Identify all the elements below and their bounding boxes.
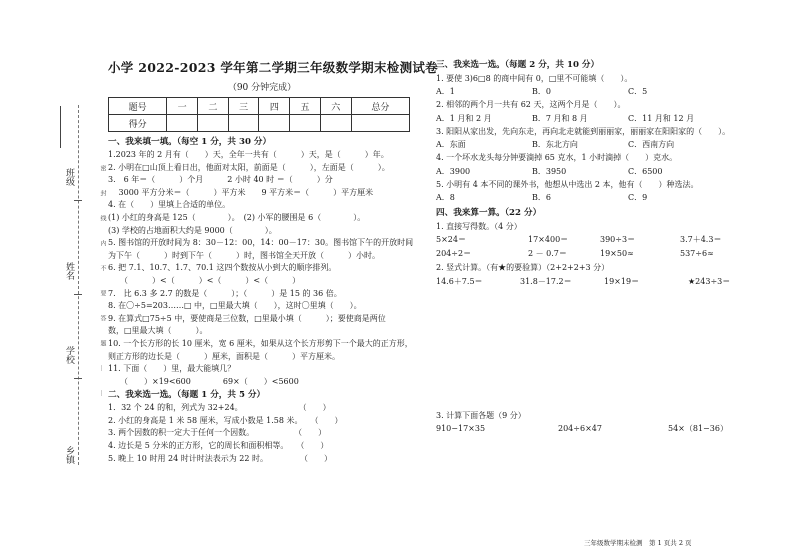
option-a: A．3900 [436, 166, 471, 176]
seal-char: 线 [99, 215, 106, 221]
question-line: 5. 图书馆的开放时间为 8：30－12：00，14：00－17：30。图书馆下午的开放时间 [108, 238, 414, 248]
working-space[interactable] [436, 289, 756, 409]
choice-options [436, 191, 756, 204]
score-input-cell[interactable] [320, 115, 351, 132]
seal-char: 封 [99, 190, 106, 196]
mixed-item: 204÷6×47 [558, 424, 602, 434]
seal-char: … [99, 365, 106, 371]
option-a: A．东面 [436, 140, 466, 150]
side-rule [60, 106, 61, 148]
exam-subtitle: （90 分钟完成） [227, 83, 297, 93]
left-column [108, 58, 438, 465]
direct-item: 204÷2＝ [436, 249, 472, 259]
option-c: C．9 [628, 193, 648, 203]
option-b: B．6 [532, 193, 551, 203]
score-cell: 二 [198, 98, 229, 115]
seal-char: 要 [99, 290, 106, 296]
question-line: 9. 在算式□75÷5 中，要使商是三位数，□里最小填（ ）；要使商是两位 [108, 313, 386, 323]
mixed-item: 54×（81−36） [668, 424, 728, 434]
seal-char: 不 [99, 265, 106, 271]
seal-char: 题 [99, 340, 106, 346]
binding-line [78, 105, 79, 465]
side-label-school: 学校 [64, 346, 74, 364]
option-b: B．3950 [532, 166, 567, 176]
direct-item: 19×50≈ [600, 249, 634, 259]
choice-question: 5. 小明有 4 本不同的课外书，他想从中选出 2 本，他有（ ）种选法。 [436, 179, 699, 189]
true-false-item: 1．32 个 24 的和，列式为 32+24。 （ ） [108, 403, 331, 413]
question-line: 3. 6 年＝（ ）个月 2 小时 40 时 ＝（ ）分 [108, 175, 333, 185]
score-cell: 总分 [351, 98, 409, 115]
score-input-cell[interactable] [228, 115, 259, 132]
option-b: B．东北方向 [532, 140, 578, 150]
question-line: 为下午（ ）时到下午（ ）时，图书馆全天开放（ ）小时。 [108, 250, 380, 260]
option-a: A．1 月和 2 月 [436, 113, 492, 123]
section-1-heading: 一、我来填一填。（每空 1 分，共 30 分） [108, 137, 272, 147]
side-label-town: 乡镇 [64, 446, 74, 464]
choice-question: 2. 相邻的两个月一共有 62 天，这两个月是（ ）。 [436, 100, 626, 110]
question-line: 8. 在〇÷5=203……□ 中，□里最大填（ ），这时〇里填（ ）。 [108, 301, 362, 311]
score-input-cell[interactable] [290, 115, 321, 132]
score-input-cell[interactable] [167, 115, 198, 132]
section-3-heading: 三、我来选一选。（每题 2 分，共 10 分） [436, 60, 600, 70]
score-cell: 四 [259, 98, 290, 115]
score-table [108, 97, 410, 132]
direct-item: 537÷6≈ [680, 249, 714, 259]
side-tick [74, 200, 82, 201]
vertical-item: 31.8－17.2＝ [520, 276, 572, 286]
direct-calc-grid [436, 233, 756, 261]
vertical-item: 14.6＋7.5＝ [436, 276, 483, 286]
section-4-heading: 四、我来算一算。（22 分） [436, 208, 542, 219]
question-line: 4. 在（ ）里填上合适的单位。 [108, 200, 231, 210]
seal-char: 内 [99, 240, 106, 246]
choice-question: 1. 要使 3)6□8 的商中间有 0，□里不可能填（ ）。 [436, 74, 633, 83]
score-cell: 五 [290, 98, 321, 115]
direct-item: 17×400＝ [528, 235, 569, 245]
vertical-item: ★243÷3＝ [688, 276, 731, 286]
direct-item: 2 － 0.7＝ [528, 249, 567, 259]
subsection-vertical: 2. 竖式计算。（有★的要验算）（2+2+2+3 分） [436, 263, 610, 273]
exam-title: 小学 2022-2023 学年第二学期三年级数学期末检测试卷 [108, 60, 438, 75]
option-a: A．1 [436, 87, 455, 97]
true-false-item: 2. 小红的身高是 1 米 58 厘米，写成小数是 1.58 米。 （ ） [108, 415, 343, 425]
question-line: （ ）×19<600 69×（ ）<5600 [108, 376, 299, 386]
choice-options [436, 112, 756, 125]
true-false-item: 4. 边长是 5 分米的正方形，它的周长和面积相等。 （ ） [108, 441, 329, 451]
score-table-score-row [109, 115, 410, 132]
seal-char: … [99, 390, 106, 396]
subsection-mixed: 3. 计算下面各题（9 分） [436, 410, 526, 420]
question-line: 11. 下面（ ）里，最大能填几？ [108, 364, 236, 374]
choice-options [436, 165, 756, 178]
question-line: 6. 把 7.1、10.7、1.7、70.1 这四个数按从小到大的顺序排列。 [108, 263, 337, 273]
score-input-cell[interactable] [198, 115, 229, 132]
option-a: A．8 [436, 193, 455, 203]
question-line: 2. 小明在□山顶上看日出，他面对太阳，前面是（ ），左面是（ ）。 [108, 162, 390, 172]
true-false-item: 3. 两个因数的积一定大于任何一个因数。 （ ） [108, 428, 327, 438]
option-b: B．7 月和 8 月 [532, 113, 588, 123]
side-tick [74, 378, 82, 379]
direct-item: 390÷3＝ [600, 235, 636, 245]
question-line: 10. 一个长方形的长 10 厘米，宽 6 厘米，如果从这个长方形剪下一个最大的正方形， [108, 338, 413, 348]
seal-char: 答 [99, 315, 106, 321]
side-label-class: 班级 [64, 168, 74, 186]
question-line: （ ）<（ ）<（ ）<（ ） [108, 275, 301, 285]
score-cell: 题号 [109, 98, 167, 115]
question-line: 则正方形的边长是（ ）厘米，面积是（ ）平方厘米。 [108, 351, 340, 361]
choice-options [436, 85, 756, 98]
option-c: C．6500 [628, 166, 663, 176]
direct-item: 3.7＋4.3＝ [680, 235, 722, 245]
question-line: 7. 比 6.3 多 2.7 的数是（ ）；（ ）是 15 的 36 倍。 [108, 288, 342, 298]
score-cell: 三 [228, 98, 259, 115]
side-tick [74, 294, 82, 295]
choice-question: 4. 一个坏水龙头每分钟要滴掉 65 克水，1 小时滴掉（ ）克水。 [436, 153, 678, 163]
mixed-item: 910−17×35 [436, 424, 486, 434]
vertical-item: 19×19＝ [604, 276, 640, 286]
score-cell: 得分 [109, 115, 167, 132]
option-c: C．西南方向 [628, 140, 675, 150]
vertical-calc-row [436, 275, 756, 289]
option-b: B．0 [532, 87, 551, 97]
page-footer: 三年级数学期末检测 第 1 页共 2 页 [584, 539, 692, 547]
right-column [436, 58, 756, 436]
option-c: C．5 [628, 87, 648, 97]
question-line: 3000 平方分米＝（ ）平方米 9 平方米＝（ ）平方厘米 [108, 187, 374, 197]
section-2-heading: 二、我来选一选。（每题 1 分，共 5 分） [108, 390, 266, 401]
choice-question: 3. 阳阳从家出发，先向东走，再向北走就能到丽丽家，丽丽家在阳阳家的（ ）。 [436, 126, 731, 136]
score-input-cell[interactable] [351, 115, 409, 132]
side-label-name: 姓名 [64, 262, 74, 280]
question-line: 1.2023 年的 2 月有（ ）天，全年一共有（ ）天，是（ ）年。 [108, 150, 389, 159]
direct-item: 5×24＝ [436, 235, 466, 245]
score-input-cell[interactable] [259, 115, 290, 132]
score-cell: 一 [167, 98, 198, 115]
mixed-calc-row [436, 422, 756, 436]
option-c: C．11 月和 12 月 [628, 113, 695, 123]
choice-options [436, 138, 756, 151]
score-table-header-row [109, 98, 410, 115]
true-false-item: 5. 晚上 10 时用 24 时计时法表示为 22 时。 （ ） [108, 453, 332, 463]
score-cell: 六 [320, 98, 351, 115]
question-line: (1) 小红的身高是 125（ ）。 (2) 小军的腰围是 6（ ）。 [108, 212, 366, 222]
subsection-direct: 1. 直接写得数。（4 分） [436, 222, 522, 232]
question-line: 数，□里最大填（ ）。 [108, 326, 208, 336]
question-line: (3) 学校的占地面积大约是 9000（ ）。 [108, 225, 277, 235]
seal-char: 密 [99, 165, 106, 171]
